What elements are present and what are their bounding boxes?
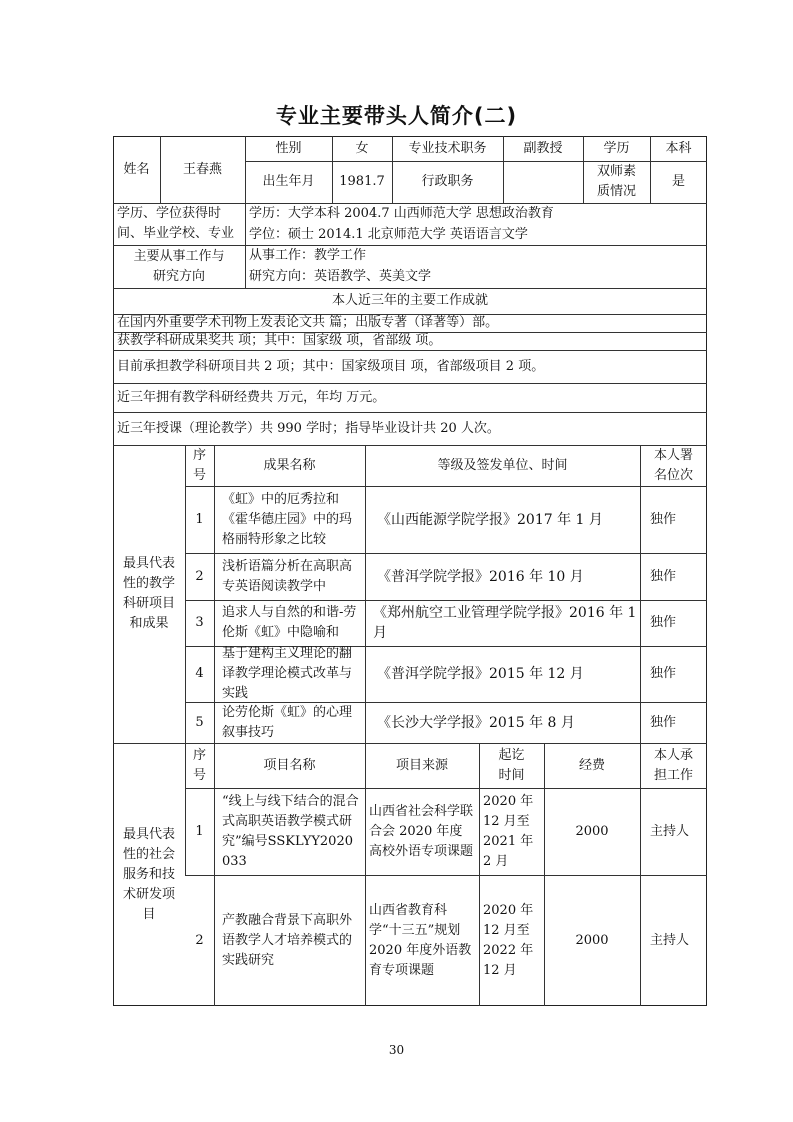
service-row-1-source: 山西省社会科学联合会 2020 年度高校外语专项课题 bbox=[369, 803, 474, 859]
tech-title-value: 副教授 bbox=[523, 140, 563, 156]
work-line-1: 从事工作：教学工作 bbox=[249, 247, 367, 263]
research-row-2-name: 浅析语篇分析在高职高专英语阅读教学中 bbox=[222, 558, 353, 594]
research-row-2-no: 2 bbox=[195, 568, 204, 584]
achievement-line-2: 获教学科研成果奖共 项；其中：国家级 项，省部级 项。 bbox=[117, 333, 442, 348]
research-row-4-name: 基于建构主义理论的翻译教学理论模式改革与实践 bbox=[222, 646, 353, 701]
work-label: 主要从事工作与研究方向 bbox=[133, 248, 225, 284]
research-row-5-source: 《长沙大学学报》2015 年 8 月 bbox=[377, 714, 575, 731]
research-row-5-name: 论劳伦斯《虹》的心理叙事技巧 bbox=[222, 704, 353, 740]
service-row-1-role: 主持人 bbox=[650, 823, 690, 839]
research-header-no: 序号 bbox=[192, 447, 206, 483]
research-label: 最具代表性的教学科研项目和成果 bbox=[122, 556, 175, 631]
name-label: 姓名 bbox=[123, 161, 150, 177]
service-header-fund: 经费 bbox=[578, 757, 605, 773]
achievement-line-5: 近三年授课（理论教学）共 990 学时；指导毕业设计共 20 人次。 bbox=[117, 420, 500, 436]
birth-value: 1981.7 bbox=[339, 174, 385, 189]
service-row-2-fund: 2000 bbox=[575, 932, 609, 948]
service-row-2-no: 2 bbox=[195, 932, 204, 948]
research-row-5-no: 5 bbox=[195, 714, 204, 730]
service-header-role: 本人承担工作 bbox=[653, 747, 693, 783]
service-header-name: 项目名称 bbox=[263, 757, 316, 773]
dual-label: 双师素质情况 bbox=[596, 164, 636, 199]
degree-line-2: 学位：硕士 2014.1 北京师范大学 英语语言文学 bbox=[249, 226, 528, 242]
research-row-4-no: 4 bbox=[195, 666, 204, 681]
achievement-line-4: 近三年拥有教学科研经费共 万元，年均 万元。 bbox=[117, 389, 386, 405]
research-row-3-role: 独作 bbox=[650, 615, 677, 630]
research-row-2-role: 独作 bbox=[650, 568, 677, 584]
degree-line-1: 学历：大学本科 2004.7 山西师范大学 思想政治教育 bbox=[249, 205, 554, 221]
service-header-period: 起讫时间 bbox=[498, 747, 525, 783]
admin-value bbox=[503, 161, 583, 203]
service-header-no: 序号 bbox=[192, 747, 206, 783]
education-label: 学历 bbox=[603, 140, 630, 156]
research-row-1-name: 《虹》中的厄秀拉和《霍华德庄园》中的玛格丽特形象之比较 bbox=[222, 491, 353, 547]
birth-label: 出生年月 bbox=[262, 174, 315, 189]
service-row-2-period: 2020 年12 月至2022 年12 月 bbox=[483, 902, 534, 978]
achievement-line-3: 目前承担教学科研项目共 2 项；其中：国家级项目 项，省部级项目 2 项。 bbox=[117, 358, 545, 374]
admin-label: 行政职务 bbox=[421, 174, 474, 189]
service-row-2-name: 产教融合背景下高职外语教学人才培养模式的实践研究 bbox=[222, 912, 353, 968]
degree-label: 学历、学位获得时间、毕业学校、专业 bbox=[117, 206, 235, 241]
achievements-heading: 本人近三年的主要工作成就 bbox=[331, 293, 488, 308]
tech-title-label: 专业技术职务 bbox=[408, 140, 487, 156]
research-header-name: 成果名称 bbox=[263, 457, 316, 473]
gender-value: 女 bbox=[355, 140, 369, 156]
research-row-1-no: 1 bbox=[195, 511, 204, 527]
research-row-3-no: 3 bbox=[195, 615, 204, 630]
research-row-3-name: 追求人与自然的和谐-劳伦斯《虹》中隐喻和 bbox=[222, 605, 357, 640]
service-label: 最具代表性的社会服务和技术研发项目 bbox=[122, 826, 175, 922]
research-row-1-role: 独作 bbox=[650, 511, 677, 527]
page-title: 专业主要带头人简介(二) bbox=[275, 104, 518, 128]
research-row-4-source: 《普洱学院学报》2015 年 12 月 bbox=[377, 666, 584, 682]
gender-label: 性别 bbox=[275, 140, 302, 156]
service-row-1-name: “线上与线下结合的混合式高职英语教学模式研究”编号SSKLYY2020033 bbox=[222, 793, 359, 869]
research-row-5-role: 独作 bbox=[650, 714, 677, 730]
research-header-role: 本人署名位次 bbox=[653, 447, 693, 483]
service-row-1-no: 1 bbox=[195, 823, 204, 839]
research-header-source: 等级及签发单位、时间 bbox=[437, 457, 568, 473]
research-row-4-role: 独作 bbox=[650, 666, 677, 681]
service-row-1-fund: 2000 bbox=[575, 823, 609, 839]
service-row-1-period: 2020 年12 月至2021 年2 月 bbox=[483, 793, 534, 869]
research-row-2-source: 《普洱学院学报》2016 年 10 月 bbox=[377, 568, 584, 585]
achievement-line-1: 在国内外重要学术刊物上发表论文共 篇；出版专著（译著等）部。 bbox=[117, 315, 499, 330]
dual-value: 是 bbox=[671, 174, 685, 189]
service-row-2-role: 主持人 bbox=[650, 932, 690, 948]
research-row-3-source: 《郑州航空工业管理学院学报》2016 年 1 月 bbox=[373, 605, 637, 641]
education-value: 本科 bbox=[665, 140, 692, 156]
research-row-1-source: 《山西能源学院学报》2017 年 1 月 bbox=[377, 511, 603, 528]
service-row-2-source: 山西省教育科学“十三五”规划2020 年度外语教育专项课题 bbox=[369, 902, 472, 978]
work-line-2: 研究方向：英语教学、英美文学 bbox=[249, 269, 432, 284]
page-number: 30 bbox=[388, 1043, 405, 1057]
name-value: 王春燕 bbox=[182, 161, 222, 177]
service-header-source: 项目来源 bbox=[395, 757, 448, 773]
